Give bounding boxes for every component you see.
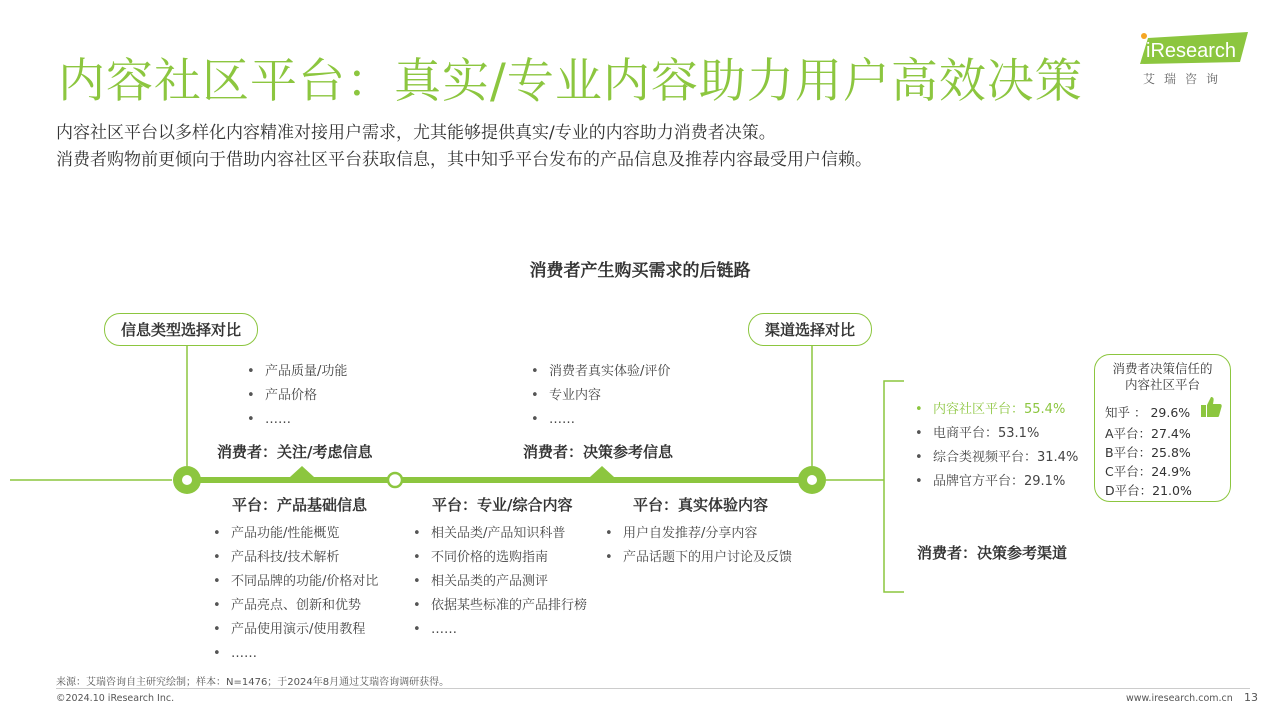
channels-list <box>915 398 1078 494</box>
pill-channel-comparison: 渠道选择对比 <box>748 313 872 346</box>
trust-row-d: D平台：21.0% <box>1105 483 1192 498</box>
list-item: • 不同品牌的功能/价格对比 <box>213 570 378 594</box>
list-item: • 综合类视频平台：31.4% <box>915 446 1078 470</box>
list-item: • 内容社区平台：55.4% <box>915 398 1078 422</box>
trust-box <box>1094 354 1231 502</box>
footer-divider <box>56 688 1250 689</box>
list-item: • 产品话题下的用户讨论及反馈 <box>605 546 792 570</box>
list-item: • 产品使用演示/使用教程 <box>213 618 378 642</box>
list-item: • 相关品类/产品知识科普 <box>413 522 587 546</box>
thumbs-up-icon <box>1199 395 1223 419</box>
subtitle-line-1: 内容社区平台以多样化内容精准对接用户需求，尤其能够提供真实/专业的内容助力消费者决策。 <box>56 123 776 143</box>
lower-2-list <box>413 522 587 642</box>
list-item: • 相关品类的产品测评 <box>413 570 587 594</box>
trust-row-c: C平台：24.9% <box>1105 464 1191 479</box>
label-platform-real-experience: 平台：真实体验内容 <box>633 496 769 514</box>
chain-title: 消费者产生购买需求的后链路 <box>529 261 751 281</box>
label-consumer-decision-info: 消费者：决策参考信息 <box>523 443 674 461</box>
list-item: • 产品质量/功能 <box>247 360 347 384</box>
copyright: ©2024.10 iResearch Inc. <box>56 693 175 704</box>
page-title: 内容社区平台：真实/专业内容助力用户高效决策 <box>58 54 1083 109</box>
list-item: • 用户自发推荐/分享内容 <box>605 522 792 546</box>
upper-left-list <box>247 360 347 432</box>
list-item: • 依据某些标准的产品排行榜 <box>413 594 587 618</box>
svg-text:iResearch: iResearch <box>1146 40 1237 62</box>
list-item: • …… <box>247 408 347 432</box>
list-item: • …… <box>413 618 587 642</box>
logo-subtitle: 艾瑞咨询 <box>1143 72 1228 86</box>
pill-info-type-comparison: 信息类型选择对比 <box>104 313 258 346</box>
source-note: 来源：艾瑞咨询自主研究绘制；样本：N=1476；于2024年8月通过艾瑞咨询调研获得。 <box>56 677 450 688</box>
list-item: • 消费者真实体验/评价 <box>531 360 670 384</box>
trust-row-b: B平台：25.8% <box>1105 445 1191 460</box>
label-consumer-attention: 消费者：关注/考虑信息 <box>217 443 373 461</box>
label-platform-professional: 平台：专业/综合内容 <box>432 496 573 514</box>
lower-1-list <box>213 522 378 666</box>
label-platform-basic-info: 平台：产品基础信息 <box>232 496 368 514</box>
label-decision-channels: 消费者：决策参考渠道 <box>917 544 1068 562</box>
upper-mid-list <box>531 360 670 432</box>
list-item: • 产品价格 <box>247 384 347 408</box>
list-item: • 产品功能/性能概览 <box>213 522 378 546</box>
list-item: • 电商平台：53.1% <box>915 422 1078 446</box>
trust-row-zhihu: 知乎 ： 29.6% <box>1105 405 1191 420</box>
trust-box-title-line2: 内容社区平台 <box>1124 377 1200 392</box>
list-item: • 产品科技/技术解析 <box>213 546 378 570</box>
lower-3-list <box>605 522 792 570</box>
subtitle-line-2: 消费者购物前更倾向于借助内容社区平台获取信息，其中知乎平台发布的产品信息及推荐内容最受用户信赖。 <box>56 150 872 170</box>
trust-box-title-line1: 消费者决策信任的 <box>1112 361 1213 376</box>
list-item: • 不同价格的选购指南 <box>413 546 587 570</box>
page-number: 13 <box>1244 691 1258 704</box>
list-item: • …… <box>531 408 670 432</box>
list-item: • 专业内容 <box>531 384 670 408</box>
trust-row-a: A平台：27.4% <box>1105 426 1191 441</box>
list-item: • 产品亮点、创新和优势 <box>213 594 378 618</box>
list-item: • …… <box>213 642 378 666</box>
list-item: • 品牌官方平台：29.1% <box>915 470 1078 494</box>
website-link[interactable]: www.iresearch.com.cn <box>1126 693 1233 704</box>
trust-box-title <box>1095 361 1230 393</box>
